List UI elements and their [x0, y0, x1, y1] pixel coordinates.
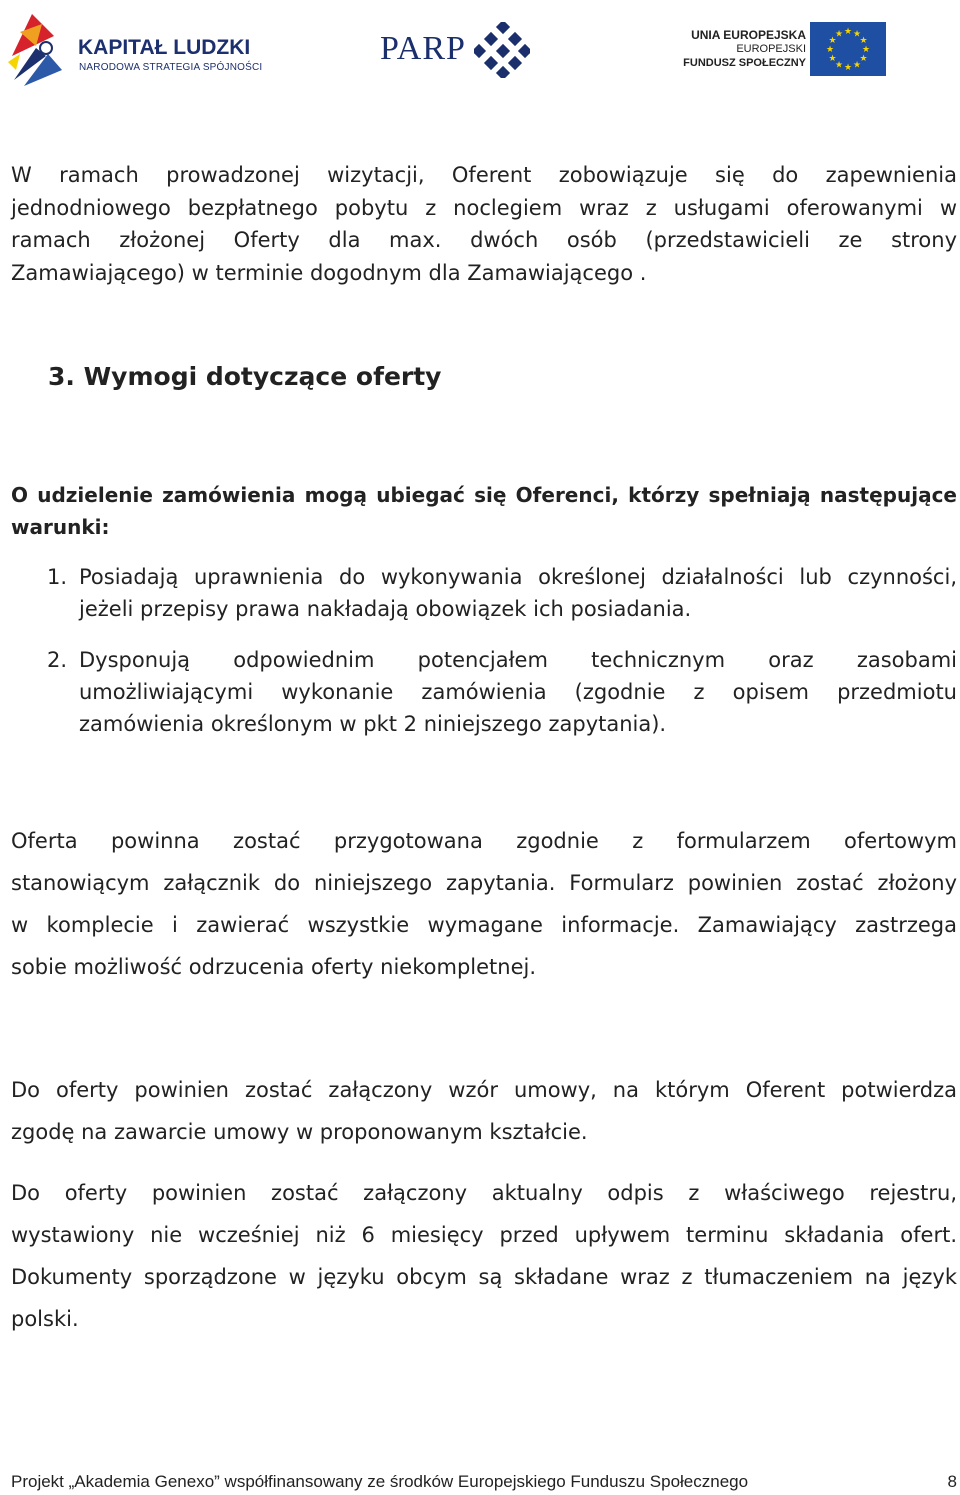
svg-text:★: ★: [859, 36, 868, 46]
svg-text:★: ★: [843, 27, 853, 37]
header-logos: [0, 0, 960, 100]
page-number: 8: [947, 1472, 957, 1491]
list-item-line: Posiadają uprawnienia do wykonywania określonej działalności lub czynności,: [79, 565, 957, 589]
svg-text:★: ★: [828, 54, 837, 64]
requirements-lead: [11, 479, 957, 543]
requirements-lead-line: warunki:: [11, 515, 110, 539]
registry-line: wystawiony nie wcześniej niż 6 miesięcy przed upływem terminu składania ofert.: [11, 1223, 957, 1247]
intro-line: Zamawiającego) w terminie dogodnym dla Zamawiającego .: [11, 260, 647, 285]
svg-text:★: ★: [828, 36, 837, 46]
offer-paragraph: [11, 820, 957, 988]
intro-line: jednodniowego bezpłatnego pobytu z noclegiem wraz z usługami oferowanymi w: [11, 195, 957, 220]
registry-line: Do oferty powinien zostać załączony aktualny odpis z właściwego rejestru,: [11, 1181, 957, 1205]
section-heading: 3. Wymogi dotyczące oferty: [48, 362, 442, 391]
intro-paragraph: [11, 159, 957, 289]
eu-logo: [683, 20, 890, 80]
contract-line: Do oferty powinien zostać załączony wzór umowy, na którym Oferent potwierdza: [11, 1078, 957, 1102]
contract-line: zgodę na zawarcie umowy w proponowanym kształcie.: [11, 1120, 588, 1144]
contract-paragraph: [11, 1069, 957, 1153]
list-item-line: umożliwiającymi wykonanie zamówienia (zgodnie z opisem przedmiotu: [79, 680, 957, 704]
svg-text:★: ★: [859, 54, 868, 64]
footer-text: Projekt „Akademia Genexo” współfinansowany ze środków Europejskiego Funduszu Społecznego: [11, 1472, 749, 1491]
svg-text:★: ★: [861, 45, 871, 55]
kapital-ludzki-logo: [6, 10, 263, 88]
offer-line: w komplecie i zawierać wszystkie wymagane informacje. Zamawiający zastrzega: [11, 913, 957, 937]
eu-text-line2: EUROPEJSKI: [736, 43, 806, 55]
kapital-ludzki-subtitle: NARODOWA STRATEGIA SPÓJNOŚCI: [79, 62, 263, 73]
svg-text:★: ★: [834, 29, 844, 40]
registry-line: Dokumenty sporządzone w języku obcym są składane wraz z tłumaczeniem na język: [11, 1265, 957, 1289]
kapital-ludzki-emblem-icon: [6, 10, 76, 88]
eu-text-line1: UNIA EUROPEJSKA: [691, 28, 806, 42]
parp-wordmark: PARP: [380, 30, 466, 67]
svg-text:★: ★: [852, 60, 862, 71]
list-item-line: Dysponują odpowiednim potencjałem technicznym oraz zasobami: [79, 648, 957, 672]
offer-line: Oferta powinna zostać przygotowana zgodnie z formularzem ofertowym: [11, 829, 957, 853]
offer-line: stanowiącym załącznik do niniejszego zapytania. Formularz powinien zostać złożony: [11, 871, 957, 895]
eu-text-line3: FUNDUSZ SPOŁECZNY: [683, 57, 806, 69]
list-item-number: 1.: [47, 565, 68, 589]
intro-line: ramach złożonej Oferty dla max. dwóch osób (przedstawicieli ze strony: [11, 228, 957, 252]
intro-line: W ramach prowadzonej wizytacji, Oferent zobowiązuje się do zapewnienia: [11, 163, 957, 187]
svg-text:★: ★: [852, 29, 862, 40]
list-item-line: zamówienia określonym w pkt 2 niniejszego zapytania).: [79, 712, 667, 736]
registry-line: polski.: [11, 1307, 79, 1331]
svg-text:★: ★: [834, 60, 844, 71]
parp-logo: [380, 20, 540, 80]
offer-line: sobie możliwość odrzucenia oferty niekompletnej.: [11, 955, 536, 979]
kapital-ludzki-title: KAPITAŁ LUDZKI: [78, 36, 251, 59]
list-item-number: 2.: [47, 648, 68, 672]
requirements-lead-line: O udzielenie zamówienia mogą ubiegać się Oferenci, którzy spełniają następujące: [11, 483, 957, 507]
parp-emblem-icon: [474, 22, 530, 78]
page-footer: [11, 1472, 957, 1492]
registry-paragraph: [11, 1172, 957, 1340]
eu-flag-icon: [810, 22, 886, 76]
list-item-line: jeżeli przepisy prawa nakładają obowiązek ich posiadania.: [79, 597, 692, 621]
svg-text:★: ★: [843, 63, 853, 73]
svg-text:★: ★: [825, 45, 835, 55]
